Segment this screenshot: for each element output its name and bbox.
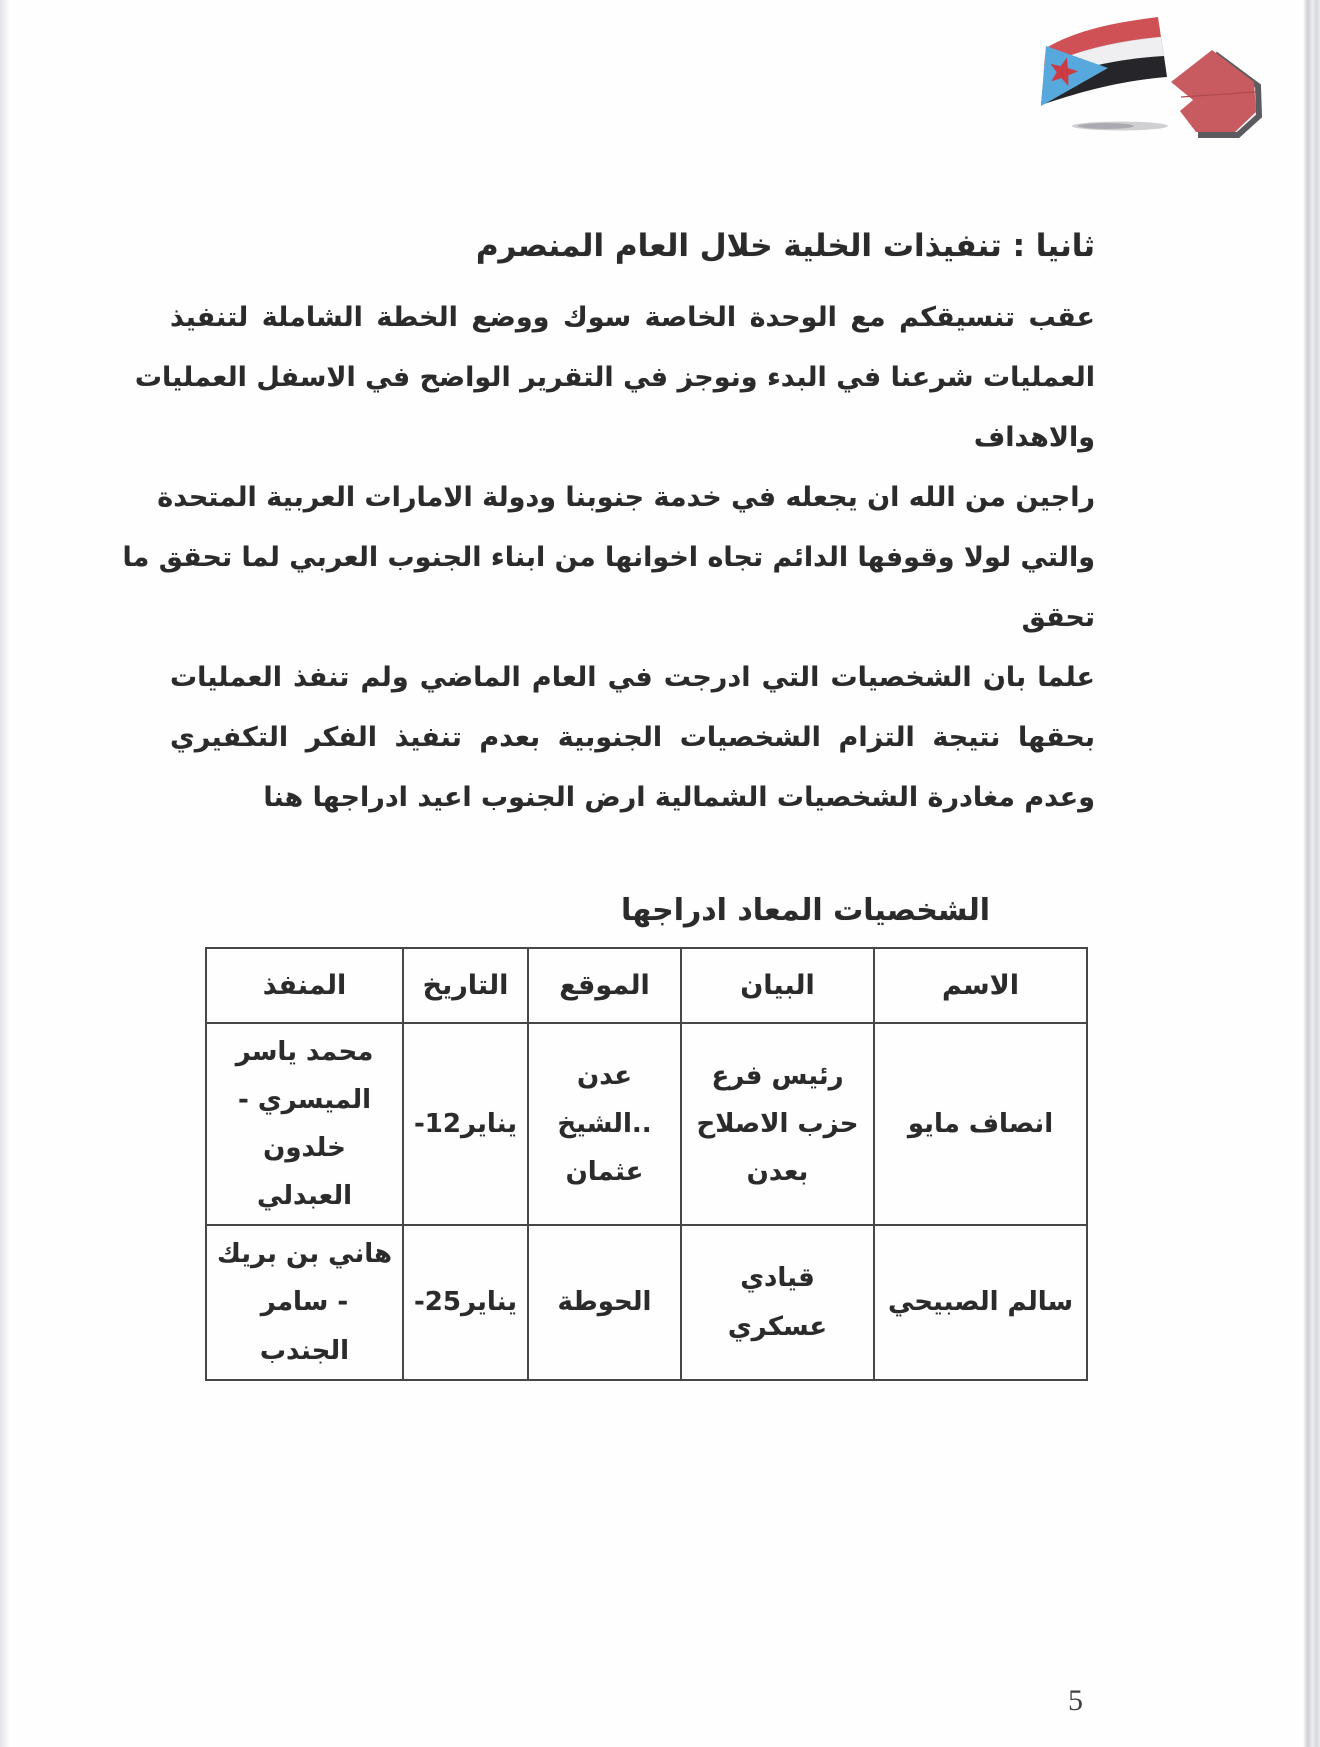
body-line-4: راجين من الله ان يجعله في خدمة جنوبنا ودولة الامارات العربية المتحدة bbox=[157, 482, 1095, 513]
table-title: الشخصيات المعاد ادراجها bbox=[621, 893, 990, 928]
section-heading: ثانيا : تنفيذات الخلية خلال العام المنصرم bbox=[475, 228, 1095, 264]
cell-location: الحوطة bbox=[528, 1225, 681, 1379]
cell-name: انصاف مايو bbox=[874, 1023, 1087, 1225]
col-header-location: الموقع bbox=[528, 948, 681, 1023]
cell-desc: رئيس فرع حزب الاصلاح بعدن bbox=[681, 1023, 874, 1225]
cell-name: سالم الصبيحي bbox=[874, 1225, 1087, 1379]
page-number: 5 bbox=[1068, 1684, 1083, 1717]
body-line-6: تحقق bbox=[1021, 602, 1095, 633]
table-row bbox=[206, 1023, 1087, 1225]
body-line-2: العمليات شرعنا في البدء ونوجز في التقرير الواضح في الاسفل العمليات bbox=[134, 362, 1095, 393]
cell-date: يناير25- bbox=[403, 1225, 528, 1379]
cell-executor: هاني بن بريك - سامر الجندب bbox=[206, 1225, 403, 1379]
reinstated-persons-table bbox=[205, 947, 1088, 1381]
col-header-name: الاسم bbox=[874, 948, 1087, 1023]
col-header-date: التاريخ bbox=[403, 948, 528, 1023]
cell-executor: محمد ياسر الميسري - خلدون العبدلي bbox=[206, 1023, 403, 1225]
body-line-9: وعدم مغادرة الشخصيات الشمالية ارض الجنوب اعيد ادراجها هنا bbox=[263, 782, 1095, 813]
body-line-3: والاهداف bbox=[973, 422, 1095, 453]
table-row bbox=[206, 1225, 1087, 1379]
scan-right-edge-shadow bbox=[1303, 0, 1320, 1747]
red-arrow-icon bbox=[1171, 50, 1256, 132]
body-line-7: علما بان الشخصيات التي ادرجت في العام الماضي ولم تنفذ العمليات bbox=[170, 662, 1095, 693]
reinstated-persons-table-wrap bbox=[205, 947, 1088, 1381]
cell-location: عدن ..الشيخ عثمان bbox=[528, 1023, 681, 1225]
body-line-5: والتي لولا وقوفها الدائم تجاه اخوانها من ابناء الجنوب العربي لما تحقق ما bbox=[122, 542, 1095, 573]
body-paragraphs bbox=[122, 288, 1095, 828]
logo-shadow-core bbox=[1078, 123, 1134, 129]
south-yemen-flag-arrow-logo bbox=[1030, 4, 1270, 144]
table-header-row bbox=[206, 948, 1087, 1023]
col-header-executor: المنفذ bbox=[206, 948, 403, 1023]
cell-date: يناير12- bbox=[403, 1023, 528, 1225]
body-line-1: عقب تنسيقكم مع الوحدة الخاصة سوك ووضع الخطة الشاملة لتنفيذ bbox=[170, 302, 1095, 333]
cell-desc: قيادي عسكري bbox=[681, 1225, 874, 1379]
body-line-8: بحقها نتيجة التزام الشخصيات الجنوبية بعدم تنفيذ الفكر التكفيري bbox=[170, 722, 1095, 753]
col-header-desc: البيان bbox=[681, 948, 874, 1023]
scan-left-edge-shadow bbox=[0, 0, 10, 1747]
